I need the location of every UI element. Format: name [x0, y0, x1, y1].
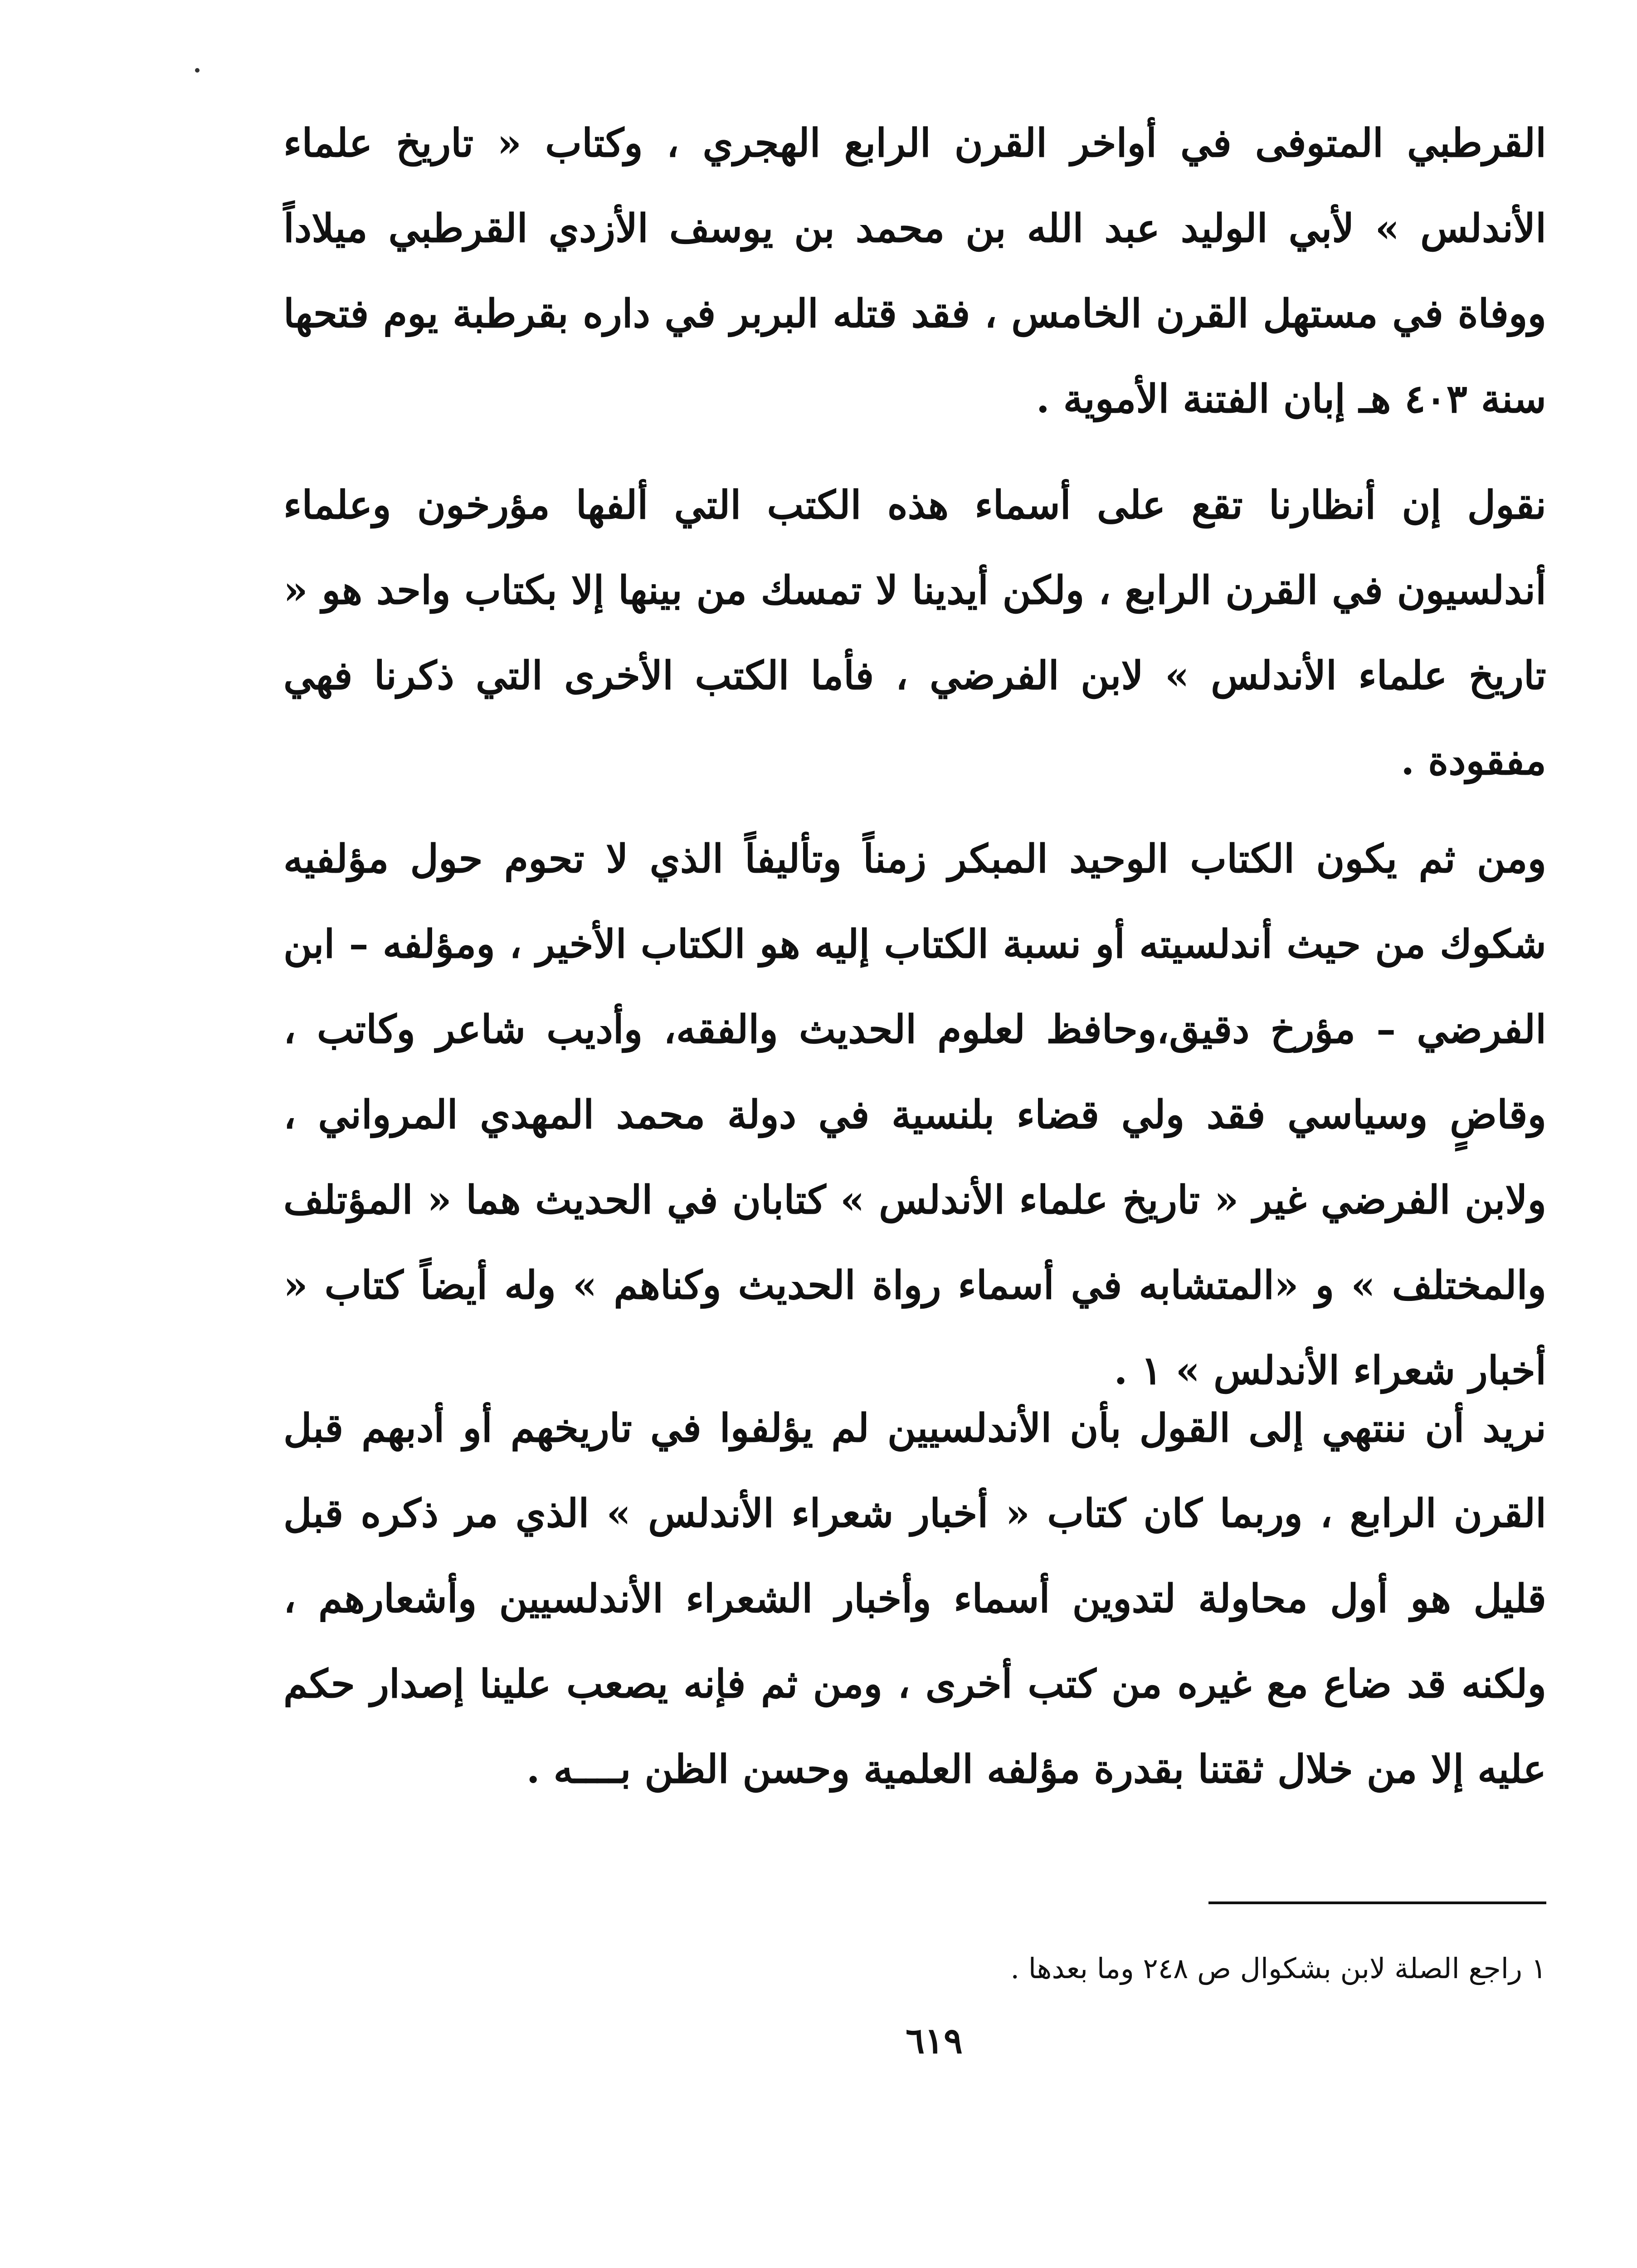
page-number: ٦١٩	[906, 2020, 963, 2062]
footnote: ١ راجع الصلة لابن بشكوال ص ٢٤٨ وما بعدها .	[1010, 1952, 1546, 1985]
scan-speck	[195, 68, 200, 73]
paragraph-4: نريد أن ننتهي إلى القول بأن الأندلسيين لم يؤلفوا في تاريخهم أو أدبهم قبل القرن الرابع ، وربما كان كتاب « أخبار شعراء الأندلس » الذي مر ذكره قبل قليل هو أول محاولة لتدوين أسماء وأخبار الشعراء الأندلسيين وأشعارهم ، ولكنه قد ضاع مع غيره من كتب أخرى ، ومن ثم فإنه يصعب علينا إصدار حكم عليه إلا من خلال ثقتنا بقدرة مؤلفه العلمية وحسن الظن بــــه .	[283, 1405, 1546, 1792]
paragraph-2: نقول إن أنظارنا تقع على أسماء هذه الكتب التي ألفها مؤرخون وعلماء أندلسيون في القرن الرابع ، ولكن أيدينا لا تمسك من بينها إلا بكتاب واحد هو « تاريخ علماء الأندلس » لابن الفرضي ، فأما الكتب الأخرى التي ذكرنا فهي مفقودة .	[283, 482, 1546, 784]
paragraph-1: القرطبي المتوفى في أواخر القرن الرابع الهجري ، وكتاب « تاريخ علماء الأندلس » لأبي الوليد عبد الله بن محمد بن يوسف الأزدي القرطبي ميلاداً ووفاة في مستهل القرن الخامس ، فقد قتله البربر في داره بقرطبة يوم فتحها سنة ٤٠٣ هـ إبان الفتنة الأموية .	[283, 120, 1546, 422]
footnote-divider	[1208, 1901, 1546, 1904]
paragraph-3: ومن ثم يكون الكتاب الوحيد المبكر زمناً وتأليفاً الذي لا تحوم حول مؤلفيه شكوك من حيث أندلسيته أو نسبة الكتاب إليه هو الكتاب الأخير ، ومؤلفه – ابن الفرضي – مؤرخ دقيق،وحافظ لعلوم الحديث والفقه، وأديب شاعر وكاتب ، وقاضٍ وسياسي فقد ولي قضاء بلنسية في دولة محمد المهدي المرواني ، ولابن الفرضي غير « تاريخ علماء الأندلس » كتابان في الحديث هما « المؤتلف والمختلف » و «المتشابه في أسماء رواة الحديث وكناهم » وله أيضاً كتاب « أخبار شعراء الأندلس » ١ .	[283, 836, 1546, 1393]
